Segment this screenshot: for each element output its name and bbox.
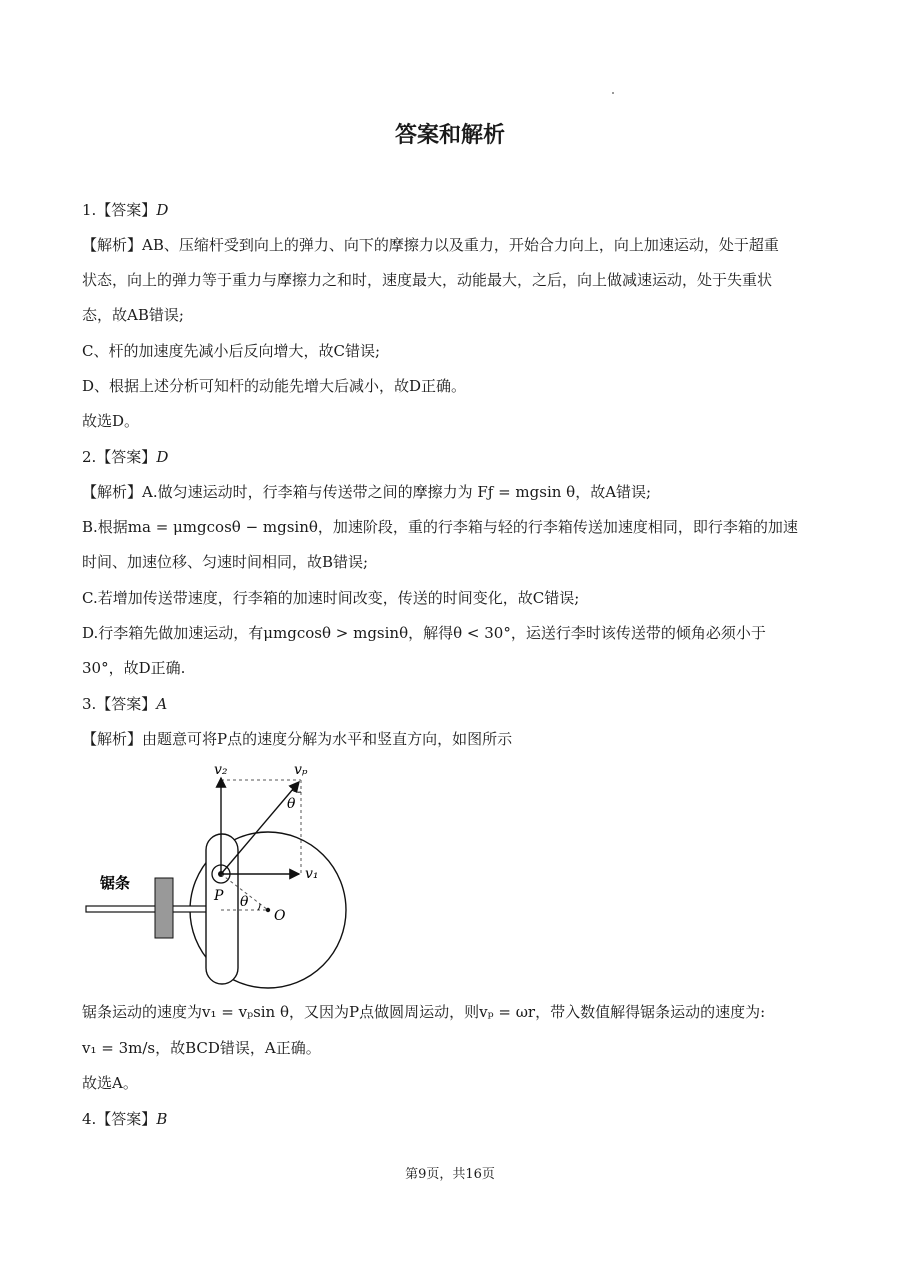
q1-analysis-line-1: 【解析】AB、压缩杆受到向上的弹力、向下的摩擦力以及重力，开始合力向上，向上加速运动，处于超重 [82,236,779,254]
saw-mechanism-figure [82,760,362,992]
q2-analysis-line-6: 30°，故D正确. [82,659,186,677]
q1-answer-line [82,200,822,220]
q2-answer-value: D [156,448,169,466]
q1-analysis-line-2: 状态，向上的弹力等于重力与摩擦力之和时，速度最大，动能最大，之后，向上做减速运动，处于失重状 [82,271,773,289]
label-saw: 锯条 [100,874,131,892]
q1-answer-prefix: 1.【答案】 [82,201,157,219]
label-vp: vₚ [294,762,308,778]
q1-analysis-line-4: C、杆的加速度先减小后反向增大，故C错误; [82,342,381,360]
q4-answer-value: B [156,1110,168,1128]
q3-answer-value: A [156,695,168,713]
q2-answer-prefix: 2.【答案】 [82,448,157,466]
label-v2: v₂ [214,762,228,778]
q4-answer-prefix: 4.【答案】 [82,1110,157,1128]
q2-analysis-line-5: D.行李箱先做加速运动，有μmgcosθ > mgsinθ，解得θ < 30°，运送行李时该传送带的倾角必须小于 [82,624,766,642]
q1-analysis-line-3: 态，故AB错误; [82,306,184,324]
q3-conclusion: 故选A。 [82,1074,138,1092]
label-theta-bottom: θ [240,894,249,910]
q3-analysis-line-3: v₁ = 3m/s，故BCD错误，A正确。 [82,1039,321,1057]
q2-analysis-line-2: B.根据ma = μmgcosθ − mgsinθ，加速阶段，重的行李箱与轻的行李箱传送加速度相同，即行李箱的加速 [82,518,798,536]
label-p: P [214,888,224,904]
q1-analysis-line-5: D、根据上述分析可知杆的动能先增大后减小，故D正确。 [82,377,467,395]
center-o-dot [266,908,270,912]
guide-block [155,878,173,938]
label-o: O [274,908,286,924]
q2-analysis-line-1: 【解析】A.做匀速运动时，行李箱与传送带之间的摩擦力为 Fƒ = mgsin θ，故A错误; [82,483,652,501]
q2-analysis-line-4: C.若增加传送带速度，行李箱的加速时间改变，传送的时间变化，故C错误; [82,589,580,607]
label-v1: v₁ [305,866,319,882]
q1-answer-value: D [156,201,169,219]
page-footer: 第9页，共16页 [405,1167,495,1182]
theta-arc-top [292,790,301,792]
q1-conclusion: 故选D。 [82,412,140,430]
slotted-frame [206,834,238,984]
q3-analysis-line-1: 【解析】由题意可将P点的速度分解为水平和竖直方向，如图所示 [82,730,513,748]
label-theta-top: θ [287,796,296,812]
q2-analysis-line-3: 时间、加速位移、匀速时间相同，故B错误; [82,553,369,571]
q3-answer-line [82,694,822,714]
q2-answer-line [82,447,822,467]
q3-answer-prefix: 3.【答案】 [82,695,157,713]
theta-arc-bottom [258,904,260,910]
q3-analysis-line-2: 锯条运动的速度为v₁ = vₚsin θ，又因为P点做圆周运动，则vₚ = ωr，带入数值解得锯条运动的速度为: [82,1003,766,1021]
q4-answer-line [82,1109,822,1129]
scan-speck [612,92,614,94]
page-title: 答案和解析 [394,123,505,148]
saw-blade [86,906,208,912]
